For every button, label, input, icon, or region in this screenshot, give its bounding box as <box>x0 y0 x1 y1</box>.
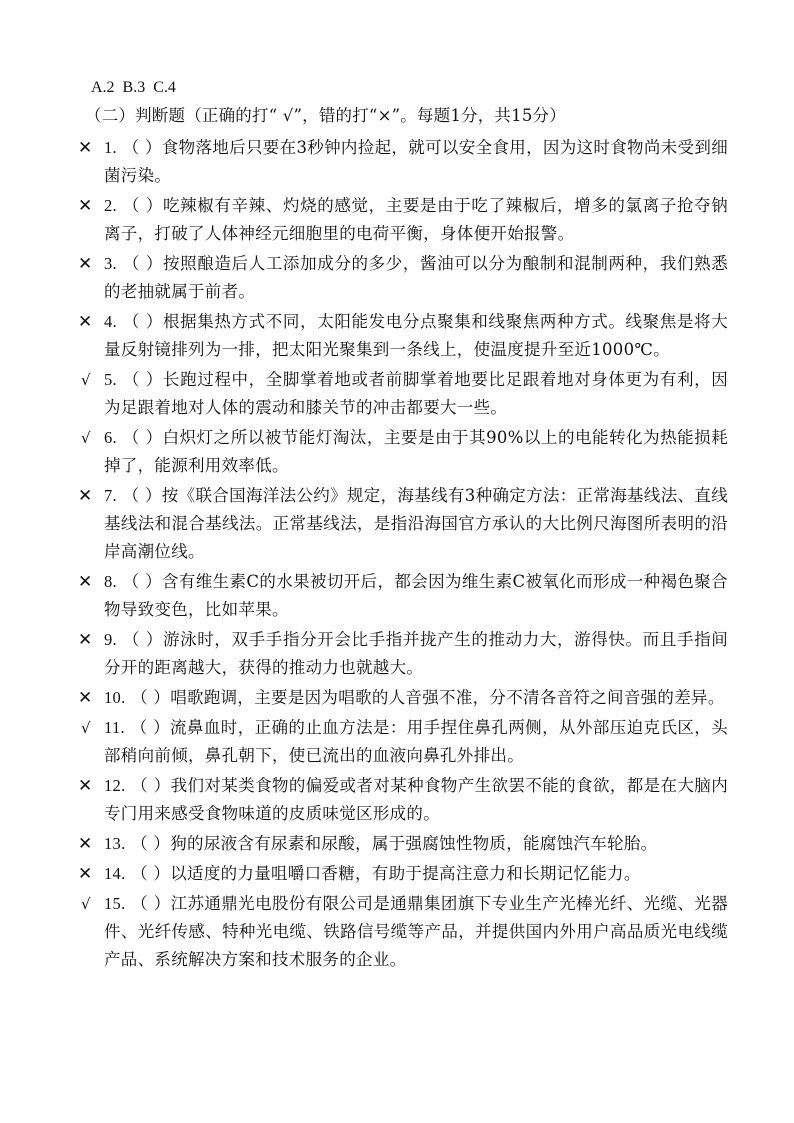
question-number: 1. <box>104 138 117 157</box>
question-body <box>104 308 728 364</box>
question-body <box>104 684 728 712</box>
question-body <box>104 890 728 974</box>
question-text: （ ）长跑过程中，全脚掌着地或者前脚掌着地要比足跟着地对身体更为有利，因为足跟着地对人体的震动和膝关节的冲击都要大一些。 <box>104 370 729 417</box>
question-text: （ ）以适度的力量咀嚼口香糖，有助于提高注意力和长期记忆能力。 <box>131 864 641 883</box>
question-number: 11. <box>104 718 125 737</box>
question-number: 6. <box>104 428 117 447</box>
question-text: （ ）含有维生素C的水果被切开后，都会因为维生素C被氧化而形成一种褐色聚合物导致变色，比如苹果。 <box>104 572 728 619</box>
question-text: （ ）根据集热方式不同，太阳能发电分点聚集和线聚焦两种方式。线聚焦是将大量反射镜排列为一排，把太阳光聚集到一条线上，使温度提升至近1000℃。 <box>104 312 729 359</box>
question-body <box>104 250 728 306</box>
cross-mark-icon: ✕ <box>78 254 93 274</box>
question-body <box>104 424 728 480</box>
question-number: 8. <box>104 572 117 591</box>
question-item <box>78 308 728 364</box>
question-number: 9. <box>104 630 117 649</box>
question-item <box>78 626 728 682</box>
question-number: 5. <box>104 370 117 389</box>
question-text: （ ）白炽灯之所以被节能灯淘汰，主要是由于其90%以上的电能转化为热能损耗掉了，能源利用效率低。 <box>104 428 728 475</box>
cross-mark-icon: ✕ <box>78 776 93 796</box>
question-body <box>104 482 728 566</box>
question-number: 2. <box>104 196 117 215</box>
question-text: （ ）游泳时，双手手指分开会比手指并拢产生的推动力大，游得快。而且手指间分开的距离越大，获得的推动力也就越大。 <box>104 630 729 677</box>
cross-mark-icon: ✕ <box>78 312 93 332</box>
question-body <box>104 860 728 888</box>
question-item <box>78 714 728 770</box>
question-text: （ ）吃辣椒有辛辣、灼烧的感觉，主要是由于吃了辣椒后，增多的氯离子抢夺钠离子，打破了人体神经元细胞里的电荷平衡，身体便开始报警。 <box>104 196 729 243</box>
question-body <box>104 772 728 828</box>
cross-mark-icon: ✕ <box>78 196 93 216</box>
cross-mark-icon: ✕ <box>78 572 93 592</box>
check-mark-icon: √ <box>81 371 91 389</box>
question-text: （ ）江苏通鼎光电股份有限公司是通鼎集团旗下专业生产光棒光纤、光缆、光器件、光纤传感、特种光电缆、铁路信号缆等产品，并提供国内外用户高品质光电线缆产品、系统解决方案和技术服务的企业。 <box>104 894 728 969</box>
cross-mark-icon: ✕ <box>78 486 93 506</box>
question-item <box>78 860 728 888</box>
cross-mark-icon: ✕ <box>78 630 93 650</box>
question-body <box>104 830 728 858</box>
check-mark-icon: √ <box>81 429 91 447</box>
question-item <box>78 366 728 422</box>
question-item <box>78 424 728 480</box>
question-item <box>78 250 728 306</box>
question-body <box>104 714 728 770</box>
question-text: （ ）唱歌跑调，主要是因为唱歌的人音强不准，分不清各音符之间音强的差异。 <box>131 688 725 707</box>
question-body <box>104 134 728 190</box>
question-number: 3. <box>104 254 117 273</box>
check-mark-icon: √ <box>81 719 91 737</box>
question-body <box>104 626 728 682</box>
question-item <box>78 192 728 248</box>
question-text: （ ）按照酿造后人工添加成分的多少，酱油可以分为酿制和混制两种，我们熟悉的老抽就属于前者。 <box>104 254 729 301</box>
question-number: 10. <box>104 688 126 707</box>
question-number: 15. <box>104 894 126 913</box>
question-item <box>78 830 728 858</box>
question-text: （ ）食物落地后只要在3秒钟内捡起，就可以安全食用，因为这时食物尚未受到细菌污染。 <box>104 138 728 185</box>
cross-mark-icon: ✕ <box>78 688 93 708</box>
question-body <box>104 568 728 624</box>
question-text: （ ）我们对某类食物的偏爱或者对某种食物产生欲罢不能的食欲，都是在大脑内专门用来感受食物味道的皮质味觉区形成的。 <box>104 776 728 823</box>
question-body <box>104 192 728 248</box>
question-item <box>78 482 728 566</box>
previous-question-options: A.2 B.3 C.4 <box>91 79 176 96</box>
question-item <box>78 568 728 624</box>
check-mark-icon: √ <box>81 895 91 913</box>
question-list <box>78 134 728 976</box>
cross-mark-icon: ✕ <box>78 864 93 884</box>
section-heading: （二）判断题（正确的打“ √”，错的打“×”。每题1分，共15分） <box>85 106 566 125</box>
question-number: 4. <box>104 312 117 331</box>
question-text: （ ）狗的尿液含有尿素和尿酸，属于强腐蚀性物质，能腐蚀汽车轮胎。 <box>131 834 658 853</box>
question-item <box>78 890 728 974</box>
cross-mark-icon: ✕ <box>78 834 93 854</box>
question-text: （ ）流鼻血时，正确的止血方法是：用手捏住鼻孔两侧，从外部压迫克氏区，头部稍向前倾，鼻孔朝下，使已流出的血液向鼻孔外排出。 <box>104 718 728 765</box>
cross-mark-icon: ✕ <box>78 138 93 158</box>
question-item <box>78 684 728 712</box>
question-text: （ ）按《联合国海洋法公约》规定，海基线有3种确定方法：正常海基线法、直线基线法和混合基线法。正常基线法，是指沿海国官方承认的大比例尺海图所表明的沿岸高潮位线。 <box>104 486 728 561</box>
question-number: 7. <box>104 486 117 505</box>
question-item <box>78 134 728 190</box>
question-number: 12. <box>104 776 126 795</box>
question-body <box>104 366 728 422</box>
question-number: 13. <box>104 834 126 853</box>
question-number: 14. <box>104 864 126 883</box>
question-item <box>78 772 728 828</box>
